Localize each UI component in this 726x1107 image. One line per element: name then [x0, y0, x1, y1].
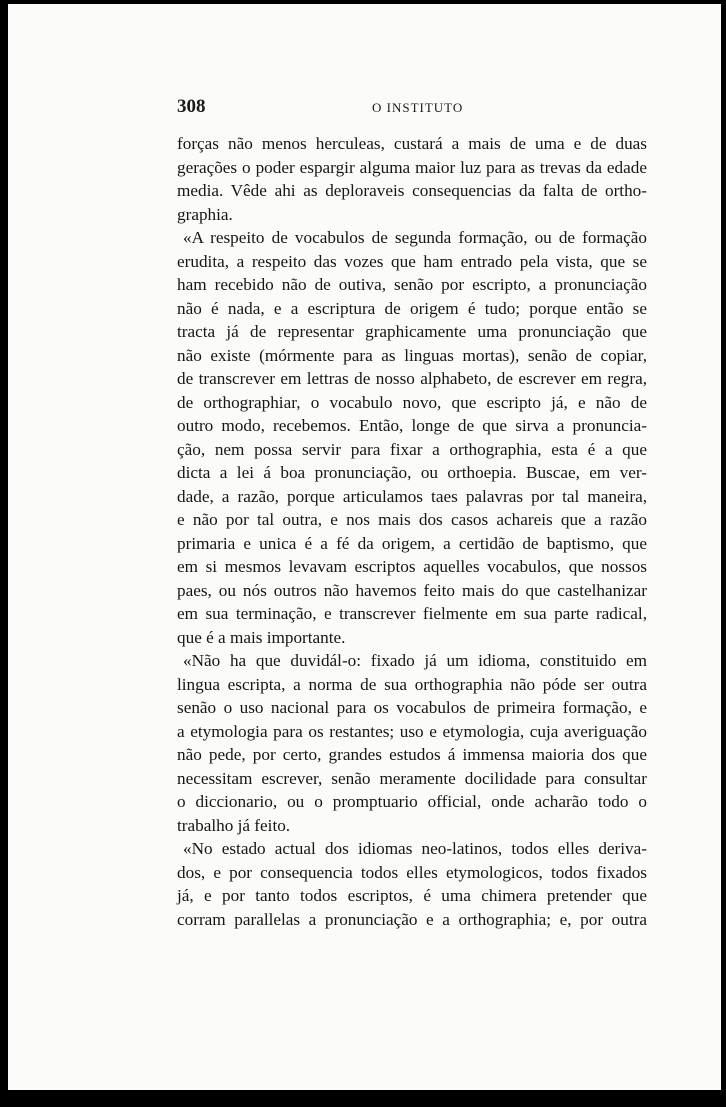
- text-line: em sua terminação, e transcrever fielmente em sua parte radical,: [177, 604, 647, 623]
- text-line: «Não ha que duvidál-o: fixado já um idioma, constituido em: [183, 651, 647, 670]
- text-line: ham recebido não de outiva, senão por escripto, a pronunciação: [177, 275, 647, 294]
- text-line: trabalho já feito.: [177, 815, 291, 835]
- text-line: «No estado actual dos idiomas neo-latinos, todos elles deriva-: [183, 839, 647, 858]
- text-line: dicta a lei á boa pronunciação, ou orthoepia. Buscae, em ver-: [177, 463, 647, 482]
- text-line: media. Vêde ahi as deploraveis consequencias da falta de ortho-: [177, 181, 647, 200]
- page-sheet: [8, 4, 721, 1090]
- running-head: O INSTITUTO: [372, 100, 464, 115]
- text-line: lingua escripta, a norma de sua orthographia não póde ser outra: [177, 674, 647, 694]
- text-line: outro modo, recebemos. Então, longe de que sirva a pronuncia-: [177, 416, 647, 435]
- page-number: 308: [177, 96, 206, 117]
- text-line: o diccionario, ou o promptuario official, onde acharão todo o: [177, 792, 647, 811]
- text-line: senão o uso nacional para os vocabulos de primeira formação, e: [177, 698, 647, 717]
- text-line: «A respeito de vocabulos de segunda formação, ou de formação: [183, 228, 647, 247]
- text-line: não existe (mórmente para as linguas mortas), senão de copiar,: [177, 345, 647, 365]
- page-header: [177, 96, 647, 118]
- text-line: gerações o poder espargir alguma maior luz para as trevas da edade: [177, 157, 647, 177]
- text-line: não é nada, e a escriptura de origem é tudo; porque então se: [177, 298, 647, 318]
- body-text: [177, 132, 647, 931]
- text-line: dade, a razão, porque articulamos taes palavras por tal maneira,: [177, 486, 647, 506]
- text-line: ção, nem possa servir para fixar a orthographia, esta é a que: [177, 439, 647, 459]
- text-line: paes, ou nós outros não havemos feito mais do que castelhanizar: [177, 580, 647, 600]
- text-line: em si mesmos levavam escriptos aquelles vocabulos, que nossos: [177, 557, 647, 576]
- text-line: tracta já de representar graphicamente uma pronunciação que: [177, 322, 647, 341]
- text-line: já, e por tanto todos escriptos, é uma chimera pretender que: [177, 886, 647, 905]
- text-line: que é a mais importante.: [177, 627, 346, 647]
- text-line: e não por tal outra, e nos mais dos casos achareis que a razão: [177, 510, 647, 529]
- text-line: graphia.: [177, 204, 233, 224]
- text-line: corram parallelas a pronunciação e a orthographia; e, por outra: [177, 909, 647, 929]
- text-line: necessitam escrever, senão meramente docilidade para consultar: [177, 768, 647, 788]
- text-line: de transcrever em lettras de nosso alphabeto, de escrever em regra,: [177, 369, 647, 388]
- text-line: forças não menos herculeas, custará a mais de uma e de duas: [177, 134, 647, 153]
- text-line: a etymologia para os restantes; uso e etymologia, cuja averiguação: [177, 721, 647, 741]
- text-line: primaria e unica é a fé da origem, a certidão de baptismo, que: [177, 533, 647, 553]
- text-line: não pede, por certo, grandes estudos á immensa maioria dos que: [177, 745, 647, 764]
- text-line: de orthographiar, o vocabulo novo, que escripto já, e não de: [177, 392, 647, 412]
- text-line: erudita, a respeito das vozes que ham entrado pela vista, que se: [177, 251, 647, 271]
- text-line: dos, e por consequencia todos elles etymologicos, todos fixados: [177, 862, 647, 882]
